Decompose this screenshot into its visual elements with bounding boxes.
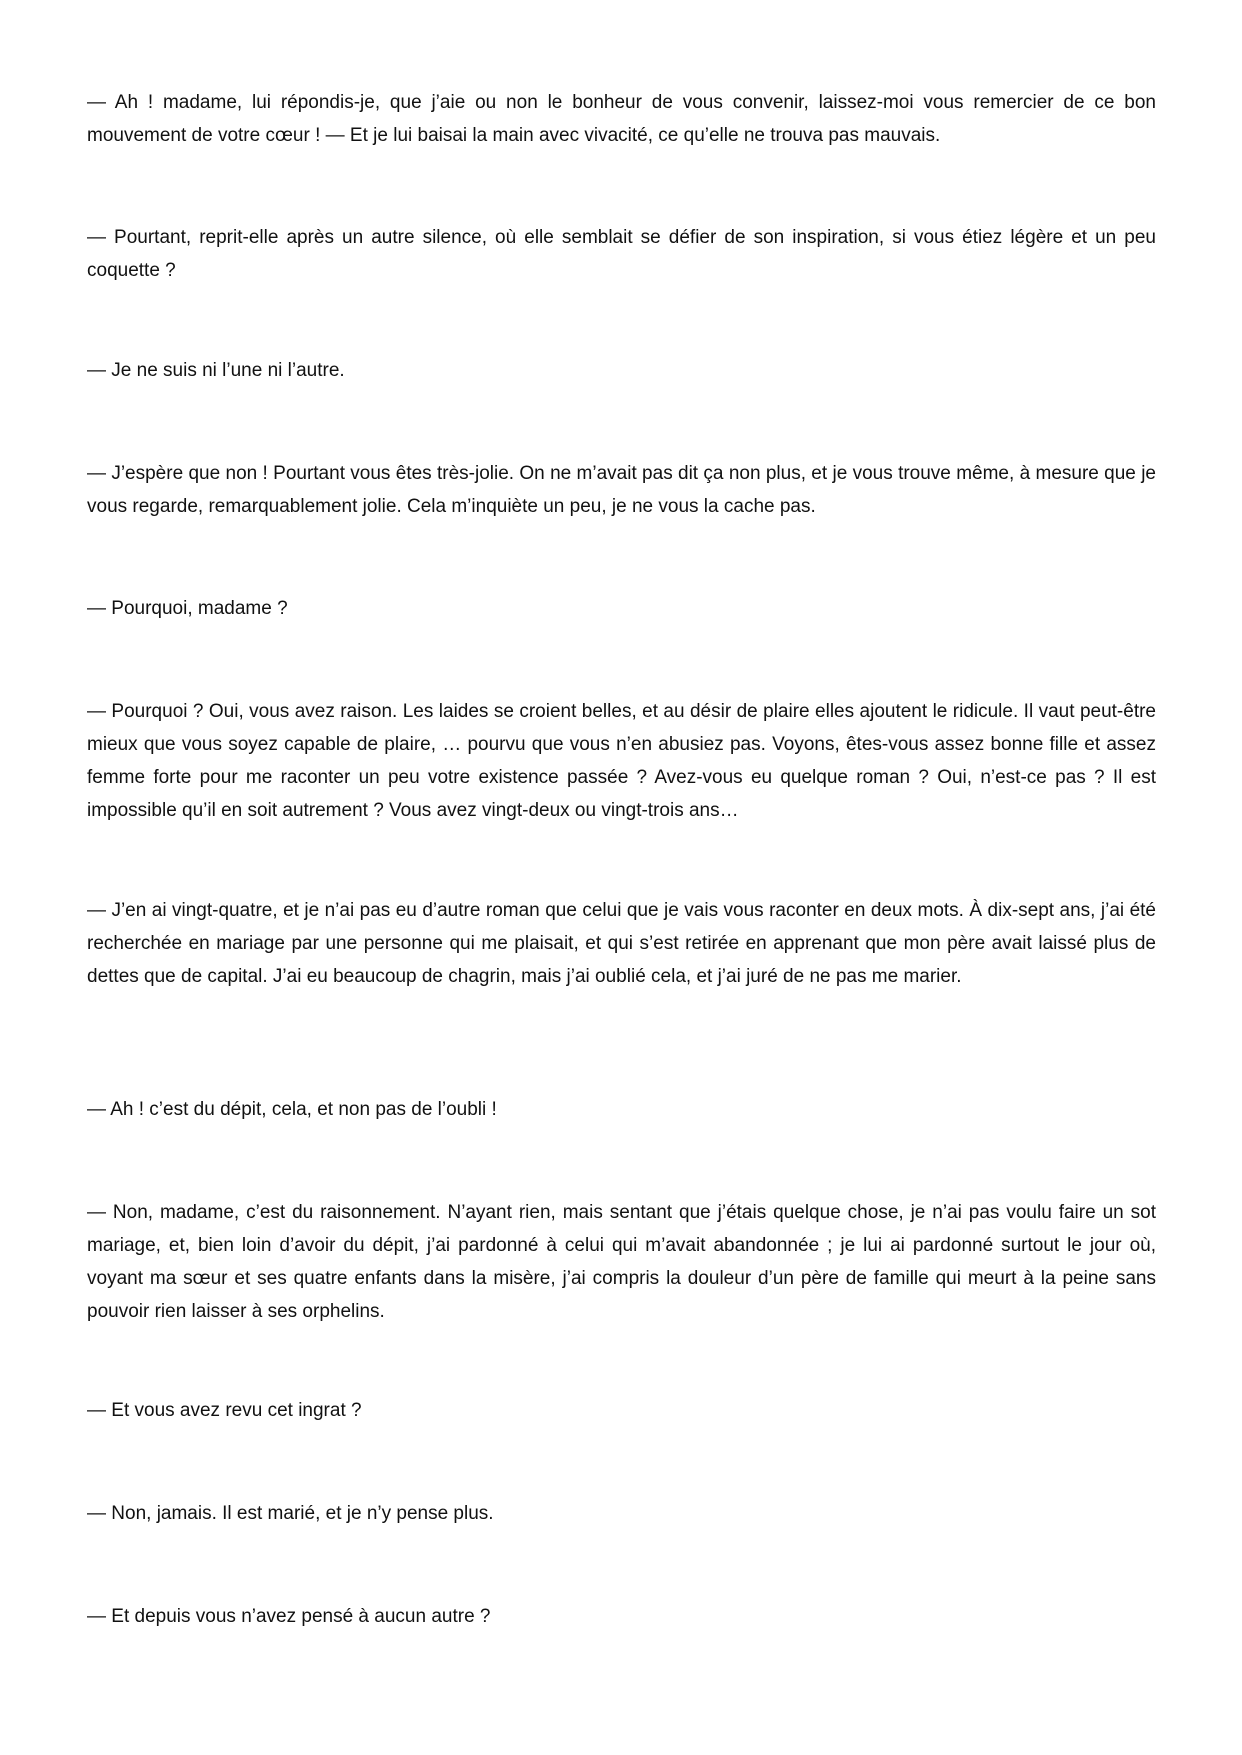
paragraph-3: — Je ne suis ni l’une ni l’autre. bbox=[87, 360, 345, 381]
paragraph-9: — Non, madame, c’est du raisonnement. N’ayant rien, mais sentant que j’étais quelque chose, je n’ai pas voulu faire un sot mariage, et, bien loin d’avoir du dépit, j’ai pardonné à celui qui m’avait abandonnée ; je lui ai pardonné surtout le jour où, voyant ma sœur et ses quatre enfants dans la misère, j’ai compris la douleur d’un père de famille qui meurt à la peine sans pouvoir rien laisser à ses orphelins. bbox=[87, 1202, 1156, 1322]
paragraph-7: — J’en ai vingt-quatre, et je n’ai pas eu d’autre roman que celui que je vais vous raconter en deux mots. À dix-sept ans, j’ai été recherchée en mariage par une personne qui me plaisait, et qui s’est retirée en apprenant que mon père avait laissé plus de dettes que de capital. J’ai eu beaucoup de chagrin, mais j’ai oublié cela, et j’ai juré de ne pas me marier. bbox=[87, 900, 1156, 987]
paragraph-1: — Ah ! madame, lui répondis-je, que j’aie ou non le bonheur de vous convenir, laissez-moi vous remercier de ce bon mouvement de votre cœur ! — Et je lui baisai la main avec vivacité, ce qu’elle ne trouva pas mauvais. bbox=[87, 92, 1156, 146]
paragraph-8: — Ah ! c’est du dépit, cela, et non pas de l’oubli ! bbox=[87, 1099, 497, 1120]
paragraph-2: — Pourtant, reprit-elle après un autre silence, où elle semblait se défier de son inspiration, si vous étiez légère et un peu coquette ? bbox=[87, 227, 1156, 281]
paragraph-11: — Non, jamais. Il est marié, et je n’y pense plus. bbox=[87, 1503, 494, 1524]
paragraph-10: — Et vous avez revu cet ingrat ? bbox=[87, 1400, 362, 1421]
paragraph-12: — Et depuis vous n’avez pensé à aucun autre ? bbox=[87, 1606, 491, 1627]
paragraph-4: — J’espère que non ! Pourtant vous êtes très-jolie. On ne m’avait pas dit ça non plus, et je vous trouve même, à mesure que je vous regarde, remarquablement jolie. Cela m’inquiète un peu, je ne vous la cache pas. bbox=[87, 463, 1156, 517]
paragraph-6: — Pourquoi ? Oui, vous avez raison. Les laides se croient belles, et au désir de plaire elles ajoutent le ridicule. Il vaut peut-être mieux que vous soyez capable de plaire, … pourvu que vous n’en abusiez pas. Voyons, êtes-vous assez bonne fille et assez femme forte pour me raconter un peu votre existence passée ? Avez-vous eu quelque roman ? Oui, n’est-ce pas ? Il est impossible qu’il en soit autrement ? Vous avez vingt-deux ou vingt-trois ans… bbox=[87, 701, 1156, 821]
paragraph-5: — Pourquoi, madame ? bbox=[87, 598, 288, 619]
